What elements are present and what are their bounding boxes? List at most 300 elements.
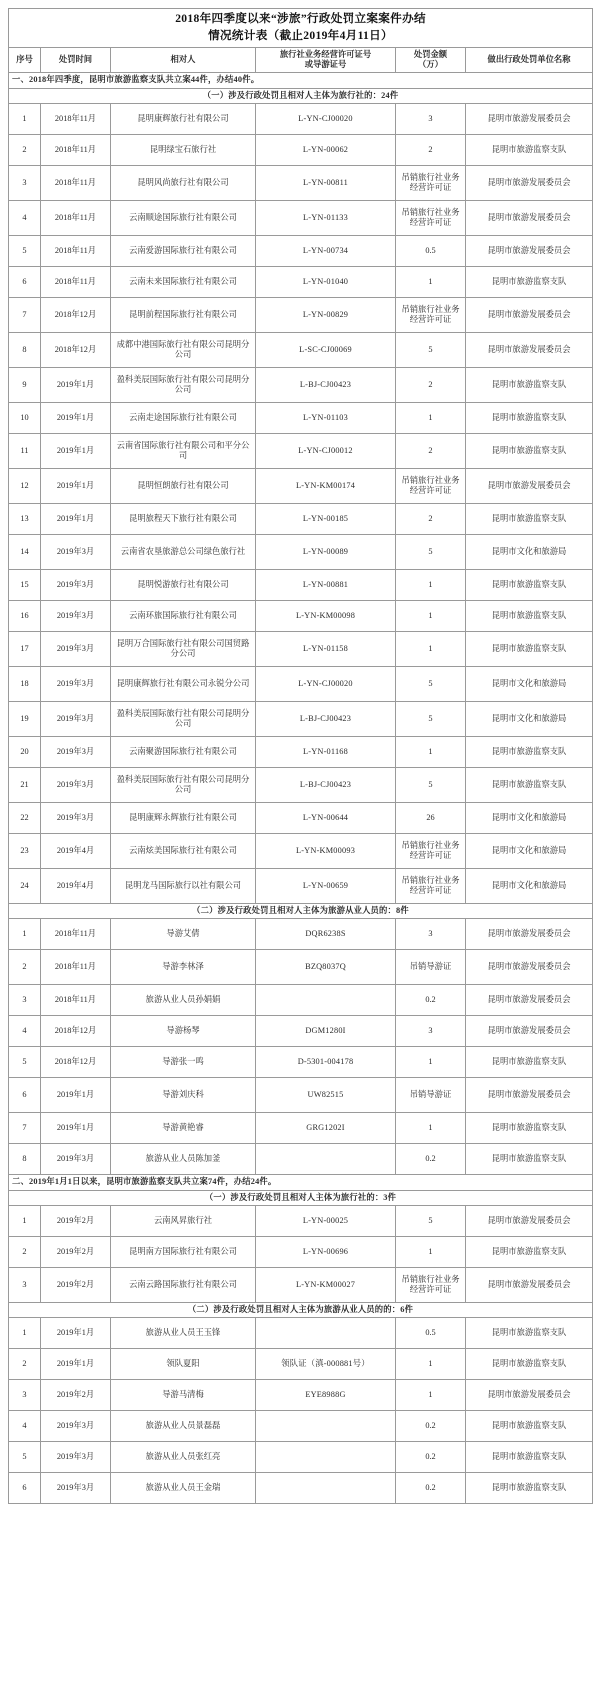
cell-person: 旅游从业人员王金瑞 <box>111 1473 256 1504</box>
table-row[interactable] <box>9 298 593 333</box>
cell-amount: 0.5 <box>396 1318 466 1349</box>
cell-license: L-YN-00025 <box>256 1206 396 1237</box>
cell-index: 3 <box>9 1268 41 1303</box>
cell-person: 云南云路国际旅行社有限公司 <box>111 1268 256 1303</box>
cell-date: 2018年11月 <box>41 950 111 985</box>
cell-license: L-YN-01158 <box>256 632 396 667</box>
cell-license: L-YN-CJ00012 <box>256 434 396 469</box>
cell-license: UW82515 <box>256 1078 396 1113</box>
cell-index: 4 <box>9 201 41 236</box>
cell-index: 12 <box>9 469 41 504</box>
table-row[interactable] <box>9 368 593 403</box>
cell-person: 盈科美辰国际旅行社有限公司昆明分公司 <box>111 702 256 737</box>
cell-amount: 0.2 <box>396 985 466 1016</box>
cell-index: 2 <box>9 1349 41 1380</box>
cell-date: 2018年11月 <box>41 201 111 236</box>
column-header-person <box>111 47 256 73</box>
cell-license: L-YN-00062 <box>256 135 396 166</box>
cell-org: 昆明市旅游发展委员会 <box>466 469 593 504</box>
subsection-heading: （一）涉及行政处罚且相对人主体为旅行社的：3件 <box>9 1190 593 1205</box>
cell-org: 昆明市旅游监察支队 <box>466 267 593 298</box>
cell-person: 云南炫美国际旅行社有限公司 <box>111 834 256 869</box>
cell-person: 云南爱游国际旅行社有限公司 <box>111 236 256 267</box>
cell-index: 3 <box>9 166 41 201</box>
subsection-heading-row <box>9 904 593 919</box>
cell-date: 2019年1月 <box>41 469 111 504</box>
section-heading: 二、2019年1月1日以来，昆明市旅游监察支队共立案74件，办结24件。 <box>9 1175 593 1190</box>
cell-amount: 0.2 <box>396 1442 466 1473</box>
cell-amount: 1 <box>396 570 466 601</box>
table-row[interactable] <box>9 403 593 434</box>
cell-index: 1 <box>9 1318 41 1349</box>
cell-person: 云南省国际旅行社有限公司和平分公司 <box>111 434 256 469</box>
cell-person: 导游张一鸣 <box>111 1047 256 1078</box>
cell-org: 昆明市旅游监察支队 <box>466 1318 593 1349</box>
cell-date: 2019年2月 <box>41 1380 111 1411</box>
cell-license: L-YN-01040 <box>256 267 396 298</box>
cell-license <box>256 1411 396 1442</box>
cell-date: 2019年3月 <box>41 667 111 702</box>
cell-date: 2019年3月 <box>41 601 111 632</box>
cell-index: 7 <box>9 298 41 333</box>
cell-license <box>256 985 396 1016</box>
table-row[interactable] <box>9 1473 593 1504</box>
cell-person: 昆明旅程天下旅行社有限公司 <box>111 504 256 535</box>
table-body <box>9 9 593 1504</box>
penalty-statistics-table <box>8 8 593 1504</box>
cell-date: 2019年3月 <box>41 1473 111 1504</box>
cell-org: 昆明市文化和旅游局 <box>466 834 593 869</box>
cell-index: 2 <box>9 950 41 985</box>
cell-date: 2019年2月 <box>41 1237 111 1268</box>
cell-date: 2019年3月 <box>41 803 111 834</box>
cell-date: 2018年12月 <box>41 1047 111 1078</box>
cell-amount: 吊销导游证 <box>396 950 466 985</box>
cell-date: 2018年12月 <box>41 298 111 333</box>
cell-person: 昆明前程国际旅行社有限公司 <box>111 298 256 333</box>
cell-amount: 1 <box>396 1047 466 1078</box>
cell-date: 2018年11月 <box>41 166 111 201</box>
cell-amount: 2 <box>396 368 466 403</box>
table-row[interactable] <box>9 1268 593 1303</box>
cell-org: 昆明市旅游监察支队 <box>466 768 593 803</box>
cell-org: 昆明市文化和旅游局 <box>466 869 593 904</box>
cell-index: 2 <box>9 135 41 166</box>
subsection-heading: （一）涉及行政处罚且相对人主体为旅行社的：24件 <box>9 88 593 103</box>
column-header-license-line2: 或导游证号 <box>304 59 347 69</box>
cell-date: 2018年11月 <box>41 104 111 135</box>
cell-index: 14 <box>9 535 41 570</box>
cell-person: 领队夏阳 <box>111 1349 256 1380</box>
cell-org: 昆明市旅游发展委员会 <box>466 104 593 135</box>
table-row[interactable] <box>9 201 593 236</box>
table-row[interactable] <box>9 919 593 950</box>
cell-person: 云南顺途国际旅行社有限公司 <box>111 201 256 236</box>
cell-amount: 吊销旅行社业务经营许可证 <box>396 1268 466 1303</box>
cell-amount: 1 <box>396 267 466 298</box>
cell-license: L-BJ-CJ00423 <box>256 702 396 737</box>
table-row[interactable] <box>9 768 593 803</box>
cell-org: 昆明市旅游监察支队 <box>466 570 593 601</box>
cell-license: 领队证（滇-000881号） <box>256 1349 396 1380</box>
cell-date: 2018年11月 <box>41 919 111 950</box>
cell-amount: 吊销旅行社业务经营许可证 <box>396 298 466 333</box>
table-row[interactable] <box>9 104 593 135</box>
cell-org: 昆明市文化和旅游局 <box>466 702 593 737</box>
cell-license: DGM1280I <box>256 1016 396 1047</box>
cell-amount: 0.5 <box>396 236 466 267</box>
cell-org: 昆明市旅游发展委员会 <box>466 985 593 1016</box>
cell-index: 5 <box>9 236 41 267</box>
cell-person: 云南省农垦旅游总公司绿色旅行社 <box>111 535 256 570</box>
table-row[interactable] <box>9 570 593 601</box>
cell-org: 昆明市旅游监察支队 <box>466 504 593 535</box>
cell-index: 10 <box>9 403 41 434</box>
column-header-amount-line2: （万） <box>418 59 443 69</box>
cell-amount: 1 <box>396 1380 466 1411</box>
cell-person: 导游艾倩 <box>111 919 256 950</box>
cell-license: L-YN-KM00093 <box>256 834 396 869</box>
cell-org: 昆明市旅游监察支队 <box>466 737 593 768</box>
table-row[interactable] <box>9 135 593 166</box>
cell-index: 8 <box>9 333 41 368</box>
cell-org: 昆明市旅游发展委员会 <box>466 236 593 267</box>
cell-date: 2019年1月 <box>41 1078 111 1113</box>
table-row[interactable] <box>9 166 593 201</box>
cell-date: 2019年3月 <box>41 1411 111 1442</box>
cell-amount: 1 <box>396 632 466 667</box>
cell-license: EYE8988G <box>256 1380 396 1411</box>
cell-index: 6 <box>9 267 41 298</box>
cell-org: 昆明市旅游发展委员会 <box>466 166 593 201</box>
cell-person: 旅游从业人员王玉锋 <box>111 1318 256 1349</box>
cell-org: 昆明市旅游发展委员会 <box>466 201 593 236</box>
cell-date: 2019年1月 <box>41 434 111 469</box>
cell-person: 昆明悦游旅行社有限公司 <box>111 570 256 601</box>
section-heading: 一、2018年四季度，昆明市旅游监察支队共立案44件，办结40件。 <box>9 73 593 88</box>
cell-index: 4 <box>9 1411 41 1442</box>
cell-license: L-YN-00829 <box>256 298 396 333</box>
column-header-date-line1: 处罚时间 <box>58 54 93 64</box>
cell-index: 1 <box>9 1206 41 1237</box>
table-row[interactable] <box>9 737 593 768</box>
cell-date: 2019年1月 <box>41 403 111 434</box>
table-row[interactable] <box>9 950 593 985</box>
table-row[interactable] <box>9 702 593 737</box>
cell-person: 云南走途国际旅行社有限公司 <box>111 403 256 434</box>
cell-org: 昆明市文化和旅游局 <box>466 667 593 702</box>
cell-date: 2019年3月 <box>41 702 111 737</box>
cell-index: 13 <box>9 504 41 535</box>
table-row[interactable] <box>9 803 593 834</box>
cell-amount: 5 <box>396 333 466 368</box>
cell-license: L-YN-01133 <box>256 201 396 236</box>
cell-date: 2019年3月 <box>41 632 111 667</box>
cell-amount: 5 <box>396 768 466 803</box>
cell-date: 2019年1月 <box>41 368 111 403</box>
cell-person: 旅游从业人员孙娟娟 <box>111 985 256 1016</box>
table-row[interactable] <box>9 267 593 298</box>
cell-person: 昆明康辉旅行社有限公司 <box>111 104 256 135</box>
cell-index: 2 <box>9 1237 41 1268</box>
cell-amount: 2 <box>396 504 466 535</box>
cell-license: L-BJ-CJ00423 <box>256 368 396 403</box>
cell-amount: 吊销旅行社业务经营许可证 <box>396 869 466 904</box>
cell-date: 2019年3月 <box>41 737 111 768</box>
cell-index: 5 <box>9 1047 41 1078</box>
cell-person: 昆明康辉永辉旅行社有限公司 <box>111 803 256 834</box>
table-row[interactable] <box>9 1237 593 1268</box>
cell-license: L-YN-00696 <box>256 1237 396 1268</box>
cell-amount: 1 <box>396 601 466 632</box>
cell-org: 昆明市旅游监察支队 <box>466 434 593 469</box>
cell-org: 昆明市旅游发展委员会 <box>466 919 593 950</box>
cell-person: 云南环旅国际旅行社有限公司 <box>111 601 256 632</box>
cell-amount: 吊销旅行社业务经营许可证 <box>396 834 466 869</box>
cell-license <box>256 1473 396 1504</box>
cell-org: 昆明市旅游监察支队 <box>466 601 593 632</box>
cell-person: 云南风昇旅行社 <box>111 1206 256 1237</box>
cell-license: L-YN-00089 <box>256 535 396 570</box>
cell-date: 2019年3月 <box>41 1144 111 1175</box>
cell-index: 18 <box>9 667 41 702</box>
cell-license: L-YN-01168 <box>256 737 396 768</box>
cell-date: 2019年2月 <box>41 1268 111 1303</box>
cell-org: 昆明市旅游监察支队 <box>466 1144 593 1175</box>
table-row[interactable] <box>9 1206 593 1237</box>
cell-license: L-YN-00881 <box>256 570 396 601</box>
cell-index: 6 <box>9 1078 41 1113</box>
cell-amount: 5 <box>396 702 466 737</box>
cell-index: 1 <box>9 104 41 135</box>
cell-date: 2019年1月 <box>41 1349 111 1380</box>
cell-org: 昆明市旅游监察支队 <box>466 1411 593 1442</box>
cell-amount: 吊销旅行社业务经营许可证 <box>396 469 466 504</box>
cell-amount: 0.2 <box>396 1411 466 1442</box>
cell-license: BZQ8037Q <box>256 950 396 985</box>
cell-person: 盈科美辰国际旅行社有限公司昆明分公司 <box>111 368 256 403</box>
cell-date: 2018年11月 <box>41 135 111 166</box>
cell-amount: 5 <box>396 1206 466 1237</box>
cell-index: 8 <box>9 1144 41 1175</box>
cell-license: L-YN-CJ00020 <box>256 104 396 135</box>
table-row[interactable] <box>9 236 593 267</box>
cell-person: 旅游从业人员张红亮 <box>111 1442 256 1473</box>
table-row[interactable] <box>9 1442 593 1473</box>
cell-license: L-YN-00185 <box>256 504 396 535</box>
table-row[interactable] <box>9 434 593 469</box>
cell-date: 2018年12月 <box>41 1016 111 1047</box>
cell-license: D-5301-004178 <box>256 1047 396 1078</box>
cell-amount: 26 <box>396 803 466 834</box>
cell-amount: 吊销旅行社业务经营许可证 <box>396 166 466 201</box>
cell-amount: 3 <box>396 919 466 950</box>
cell-person: 昆明风尚旅行社有限公司 <box>111 166 256 201</box>
subsection-heading: （二）涉及行政处罚且相对人主体为旅游从业人员的：8件 <box>9 904 593 919</box>
cell-amount: 3 <box>396 1016 466 1047</box>
cell-person: 昆明龙马国际旅行以社有限公司 <box>111 869 256 904</box>
cell-date: 2018年12月 <box>41 333 111 368</box>
cell-person: 昆明康辉旅行社有限公司永锐分公司 <box>111 667 256 702</box>
table-row[interactable] <box>9 601 593 632</box>
column-header-license <box>256 47 396 73</box>
cell-amount: 2 <box>396 135 466 166</box>
cell-person: 旅游从业人员景磊磊 <box>111 1411 256 1442</box>
table-row[interactable] <box>9 1380 593 1411</box>
cell-person: 昆明绿宝石旅行社 <box>111 135 256 166</box>
table-row[interactable] <box>9 1078 593 1113</box>
cell-index: 3 <box>9 985 41 1016</box>
column-header-date <box>41 47 111 73</box>
cell-org: 昆明市旅游发展委员会 <box>466 298 593 333</box>
cell-license: L-YN-KM00098 <box>256 601 396 632</box>
cell-license: DQR6238S <box>256 919 396 950</box>
cell-index: 19 <box>9 702 41 737</box>
cell-date: 2018年11月 <box>41 236 111 267</box>
cell-amount: 2 <box>396 434 466 469</box>
cell-license <box>256 1144 396 1175</box>
cell-person: 导游李林泽 <box>111 950 256 985</box>
table-row[interactable] <box>9 535 593 570</box>
cell-org: 昆明市旅游发展委员会 <box>466 1206 593 1237</box>
cell-license: L-YN-00659 <box>256 869 396 904</box>
cell-org: 昆明市旅游监察支队 <box>466 1473 593 1504</box>
cell-date: 2019年2月 <box>41 1206 111 1237</box>
cell-index: 23 <box>9 834 41 869</box>
cell-org: 昆明市旅游监察支队 <box>466 1047 593 1078</box>
table-row[interactable] <box>9 834 593 869</box>
cell-index: 5 <box>9 1442 41 1473</box>
cell-org: 昆明市旅游监察支队 <box>466 1349 593 1380</box>
cell-amount: 1 <box>396 403 466 434</box>
cell-org: 昆明市文化和旅游局 <box>466 803 593 834</box>
cell-license: L-YN-KM00027 <box>256 1268 396 1303</box>
cell-license <box>256 1318 396 1349</box>
subsection-heading-row <box>9 88 593 103</box>
cell-date: 2019年3月 <box>41 535 111 570</box>
column-header-amount <box>396 47 466 73</box>
column-header-license-line1: 旅行社业务经营许可证号 <box>279 49 372 59</box>
subsection-heading-row <box>9 1303 593 1318</box>
cell-date: 2019年4月 <box>41 834 111 869</box>
table-row[interactable] <box>9 985 593 1016</box>
table-row[interactable] <box>9 1349 593 1380</box>
cell-index: 11 <box>9 434 41 469</box>
column-header-org <box>466 47 593 73</box>
cell-person: 盈科美辰国际旅行社有限公司昆明分公司 <box>111 768 256 803</box>
cell-license: L-YN-CJ00020 <box>256 667 396 702</box>
cell-amount: 0.2 <box>396 1144 466 1175</box>
cell-org: 昆明市旅游发展委员会 <box>466 333 593 368</box>
table-row[interactable] <box>9 504 593 535</box>
table-row[interactable] <box>9 1047 593 1078</box>
table-row[interactable] <box>9 1144 593 1175</box>
cell-person: 导游黄艳睿 <box>111 1113 256 1144</box>
cell-date: 2019年1月 <box>41 1113 111 1144</box>
table-row[interactable] <box>9 869 593 904</box>
cell-person: 昆明南方国际旅行社有限公司 <box>111 1237 256 1268</box>
cell-org: 昆明市旅游发展委员会 <box>466 1268 593 1303</box>
cell-person: 导游杨琴 <box>111 1016 256 1047</box>
cell-index: 24 <box>9 869 41 904</box>
cell-person: 云南未来国际旅行社有限公司 <box>111 267 256 298</box>
table-row[interactable] <box>9 1016 593 1047</box>
cell-org: 昆明市旅游监察支队 <box>466 368 593 403</box>
document-title <box>9 9 593 48</box>
cell-amount: 1 <box>396 1237 466 1268</box>
cell-amount: 吊销导游证 <box>396 1078 466 1113</box>
table-row[interactable] <box>9 632 593 667</box>
cell-index: 22 <box>9 803 41 834</box>
title-line-1: 2018年四季度以来“涉旅”行政处罚立案案件办结 <box>175 12 426 25</box>
table-row[interactable] <box>9 333 593 368</box>
cell-license: L-YN-00644 <box>256 803 396 834</box>
cell-amount: 1 <box>396 737 466 768</box>
cell-license <box>256 1442 396 1473</box>
cell-org: 昆明市旅游发展委员会 <box>466 950 593 985</box>
cell-amount: 5 <box>396 667 466 702</box>
cell-org: 昆明市旅游发展委员会 <box>466 1016 593 1047</box>
cell-index: 1 <box>9 919 41 950</box>
table-row[interactable] <box>9 1113 593 1144</box>
cell-date: 2019年4月 <box>41 869 111 904</box>
column-header-org-line1: 做出行政处罚单位名称 <box>487 54 571 64</box>
cell-index: 4 <box>9 1016 41 1047</box>
cell-org: 昆明市文化和旅游局 <box>466 535 593 570</box>
section-heading-row <box>9 73 593 88</box>
table-row[interactable] <box>9 1411 593 1442</box>
cell-org: 昆明市旅游监察支队 <box>466 403 593 434</box>
cell-person: 昆明恒朗旅行社有限公司 <box>111 469 256 504</box>
cell-index: 6 <box>9 1473 41 1504</box>
cell-index: 20 <box>9 737 41 768</box>
cell-index: 21 <box>9 768 41 803</box>
cell-amount: 吊销旅行社业务经营许可证 <box>396 201 466 236</box>
cell-date: 2019年1月 <box>41 1318 111 1349</box>
cell-person: 昆明万合国际旅行社有限公司国贸路分公司 <box>111 632 256 667</box>
column-header-person-line1: 相对人 <box>170 54 196 64</box>
cell-index: 3 <box>9 1380 41 1411</box>
cell-amount: 1 <box>396 1113 466 1144</box>
subsection-heading-row <box>9 1190 593 1205</box>
table-row[interactable] <box>9 667 593 702</box>
column-header-amount-line1: 处罚金额 <box>413 49 448 59</box>
cell-license: GRG1202I <box>256 1113 396 1144</box>
cell-person: 旅游从业人员陈加釜 <box>111 1144 256 1175</box>
cell-org: 昆明市旅游监察支队 <box>466 632 593 667</box>
cell-license: L-YN-01103 <box>256 403 396 434</box>
table-row[interactable] <box>9 1318 593 1349</box>
cell-license: L-YN-00734 <box>256 236 396 267</box>
table-header-row <box>9 47 593 73</box>
cell-person: 云南聚游国际旅行社有限公司 <box>111 737 256 768</box>
cell-org: 昆明市旅游监察支队 <box>466 1237 593 1268</box>
cell-person: 导游马清梅 <box>111 1380 256 1411</box>
table-row[interactable] <box>9 469 593 504</box>
cell-date: 2019年3月 <box>41 768 111 803</box>
cell-index: 7 <box>9 1113 41 1144</box>
cell-org: 昆明市旅游发展委员会 <box>466 1078 593 1113</box>
cell-person: 成都中港国际旅行社有限公司昆明分公司 <box>111 333 256 368</box>
title-row <box>9 9 593 48</box>
cell-org: 昆明市旅游发展委员会 <box>466 1380 593 1411</box>
cell-org: 昆明市旅游监察支队 <box>466 1442 593 1473</box>
cell-date: 2019年3月 <box>41 1442 111 1473</box>
subsection-heading: （二）涉及行政处罚且相对人主体为旅游从业人员的的：6件 <box>9 1303 593 1318</box>
cell-amount: 1 <box>396 1349 466 1380</box>
column-header-index-line1: 序号 <box>16 54 33 64</box>
title-line-2: 情况统计表（截止2019年4月11日） <box>208 28 393 42</box>
